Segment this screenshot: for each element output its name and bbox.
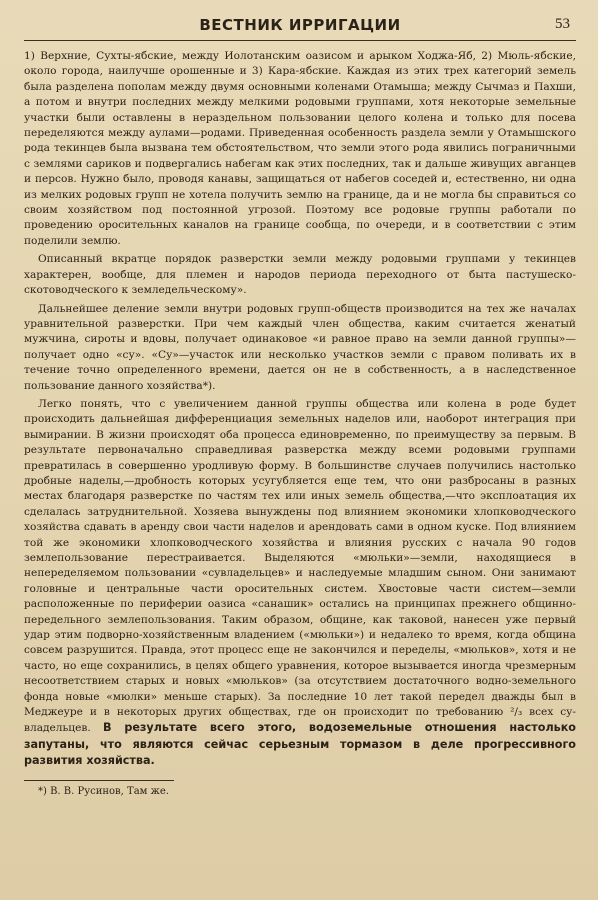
footnote-divider — [24, 780, 174, 781]
journal-title: ВЕСТНИК ИРРИГАЦИИ — [199, 16, 401, 34]
footnote: *) В. В. Русинов, Там же. — [38, 785, 169, 797]
paragraph-4-text: Легко понять, что с увеличением данной группы общества или колена в роде будет происходить дальнейшая дифференциация земельных наделов или, наоборот интеграция при вымирании. В жизни происходят оба процесса единовременно, по преимуществу за первым. В результате первоначально справедливая разверстка между всеми родовыми группами превратилась в совершенно уродливую форму. В большинстве случаев получились настолько дробные наделы,—дробность которых усугубляется еще тем, что они разбросаны в разных местах благодаря разверстке по частям тех или иных земель общества,—что эксплоатация их сделалась затруднительной. Хозяева вынуждены под влиянием экономики хлопководческого хозяйства сдавать в аренду свои части наделов и арендовать сами в одном куске. Под влиянием той же экономики хлопководческого хозяйства и влияния русских с начала 90 годов землепользование перестраивается. Выделяются «мюльки»—земли, находящиеся в непеределяемом пользовании «сувладельцев» и наследуемые младшим сыном. Они занимают головные и центральные части оросительных систем. Хвостовые части систем—земли расположенные по периферии оазиса «санашик» остались на принципах прежнего общинно-передельного землепользования. Таким образом, общине, как таковой, нанесен уже первый удар этим подворно-хозяйственным владением («мюльки») и недалеко то время, когда община совсем разрушится. Правда, этот процесс еще не закончился и переделы, «мюльков», хотя и не часто, но еще сохранились, в целях общего уравнения, которое вызывается иногда чрезмерным несоответствием старых и новых «мюльков» (за отсутствием достаточного водно-земельного фонда новые «мюлки» меньше старых). За последние 10 лет такой передел дважды был в Меджеуре и в некоторых других обществах, где он происходит по требованию ²/₃ всех су-владельцев. — [24, 397, 576, 735]
bold-conclusion: В результате всего этого, водоземельные отношения настолько запутаны, что являются сейчас серьезным тормазом в деле прогрессивного развития хозяйства. — [24, 721, 576, 768]
paragraph-2: Описанный вкратце порядок разверстки земли между родовыми группами у текинцев характерен, вообще, для племен и народов периода переходного от быта пастушеско-скотоводческого к земледельческому». — [24, 253, 576, 297]
paragraph-3: Дальнейшее деление земли внутри родовых групп-обществ производится на тех же началах уравнительной разверстки. При чем каждый член общества, каким считается женатый мужчина, сироты и вдовы, получает одинаковое «и равное право на земли данной группы»—получает одно «су». «Су»—участок или несколько участков земли с правом поливать их в течение точно определенного времени, дается он не в собственность, а в наследственное пользование данного хозяйства*). — [24, 302, 576, 392]
body-text — [24, 49, 576, 770]
paragraph-4 — [24, 397, 576, 770]
paragraph-1: 1) Верхние, Сухты-ябские, между Иолотанским оазисом и арыком Ходжа-Яб, 2) Мюль-ябские, около города, наилучше орошенные и 3) Кара-ябские. Каждая из этих трех категорий земель была разделена пополам между двумя основными коленами Отамыша; между Сычмаз и Пахши, а потом и внутри последних между мелкими родовыми группами, хотя некоторые земельные участки были оставлены в нераздельном пользовании целого колена и только для посева переделяются между аулами—родами. Приведенная особенность раздела земли у Отамышского рода текинцев была вызвана тем обстоятельством, что земли этого рода явились пограничными с землями сариков и подвергались набегам как этих последних, так и дальше живущих авганцев и персов. Нужно было, проводя канавы, защищаться от набегов соседей и, естественно, ни одна из мелких родовых групп не хотела получить землю на границе, да и не могла бы справиться со своим хозяйством под постоянной угрозой. Поэтому все родовые группы работали по проведению оросительных каналов на границе сообща, по очереди, и в соответствии с этим поделили землю. — [24, 50, 576, 247]
running-header — [24, 14, 576, 41]
page-number: 53 — [555, 16, 570, 32]
